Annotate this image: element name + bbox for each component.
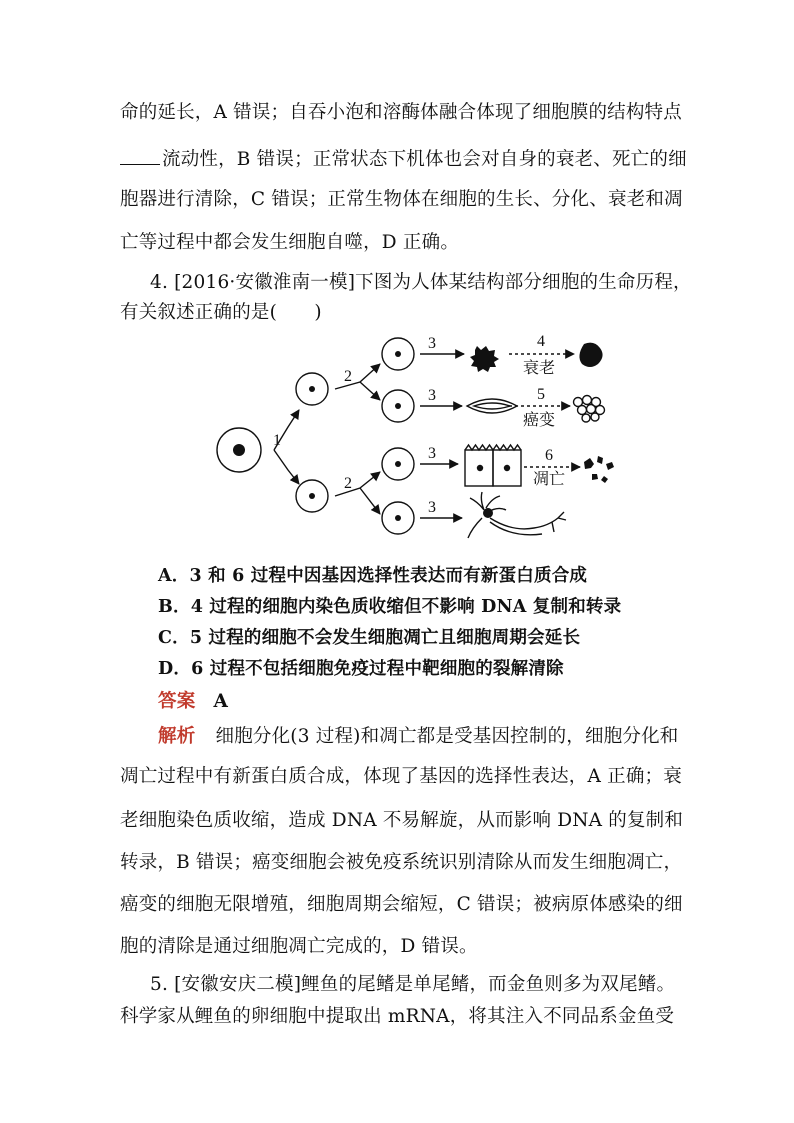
question-5-stem: 科学家从鲤鱼的卵细胞中提取出 mRNA，将其注入不同品系金鱼受 [120, 1006, 675, 1027]
label-apoptosis: 凋亡 [533, 471, 566, 488]
process-number: 3 [428, 387, 436, 404]
process-number: 5 [537, 386, 545, 403]
question-4-stem: 4. [2016·安徽淮南一模]下图为人体某结构部分细胞的生命历程， [150, 272, 692, 293]
process-number: 2 [344, 368, 352, 385]
analysis-line: 癌变的细胞无限增殖，细胞周期会缩短，C 错误；被病原体感染的细 [120, 894, 683, 915]
option-a: A．3 和 6 过程中因基因选择性表达而有新蛋白质合成 [158, 566, 588, 586]
text-line: 命的延长，A 错误；自吞小泡和溶酶体融合体现了细胞膜的结构特点 [120, 102, 682, 123]
process-number: 3 [428, 445, 436, 462]
process-number: 2 [344, 475, 352, 492]
answer-value: A [213, 691, 229, 712]
text-line: 亡等过程中都会发生细胞自噬，D 正确。 [120, 232, 460, 253]
label-cancer: 癌变 [523, 412, 556, 429]
option-b: B．4 过程的细胞内染色质收缩但不影响 DNA 复制和转录 [158, 597, 622, 617]
question-4-stem: 有关叙述正确的是( ) [120, 302, 322, 323]
aged-cell [470, 346, 499, 372]
answer-line [158, 687, 228, 713]
apoptotic-bodies [584, 456, 614, 483]
process-number: 1 [273, 432, 281, 449]
cell-life-history-diagram [212, 332, 632, 547]
process-number: 3 [428, 499, 436, 516]
text-line [120, 145, 687, 171]
label-aging: 衰老 [523, 360, 556, 377]
option-c: C．5 过程的细胞不会发生细胞凋亡且细胞周期会延长 [158, 628, 581, 648]
analysis-text: 细胞分化(3 过程)和凋亡都是受基因控制的，细胞分化和 [215, 726, 679, 747]
analysis-line: 胞的清除是通过细胞凋亡完成的，D 错误。 [120, 936, 478, 957]
blank-underline [120, 164, 160, 165]
analysis-label: 解析 [158, 726, 196, 747]
cancer-cells-cluster [574, 396, 605, 423]
neuron-cell [468, 492, 566, 538]
question-5-stem: 5. [安徽安庆二模]鲤鱼的尾鳍是单尾鳍，而金鱼则多为双尾鳍。 [150, 974, 676, 995]
analysis-line: 转录，B 错误；癌变细胞会被免疫系统识别清除从而发生细胞凋亡， [120, 852, 683, 873]
analysis-line [158, 722, 679, 748]
aged-cell [579, 343, 602, 367]
option-d: D．6 过程不包括细胞免疫过程中靶细胞的裂解清除 [158, 659, 564, 679]
text-line: 胞器进行清除，C 错误；正常生物体在细胞的生长、分化、衰老和凋 [120, 189, 683, 210]
answer-label: 答案 [158, 691, 196, 712]
text-span: 流动性，B 错误；正常状态下机体也会对自身的衰老、死亡的细 [162, 149, 687, 170]
analysis-line: 凋亡过程中有新蛋白质合成，体现了基因的选择性表达，A 正确；衰 [120, 766, 682, 787]
analysis-line: 老细胞染色质收缩，造成 DNA 不易解旋，从而影响 DNA 的复制和 [120, 810, 684, 831]
process-number: 6 [545, 447, 553, 464]
process-number: 3 [428, 335, 436, 352]
process-number: 4 [537, 333, 545, 350]
